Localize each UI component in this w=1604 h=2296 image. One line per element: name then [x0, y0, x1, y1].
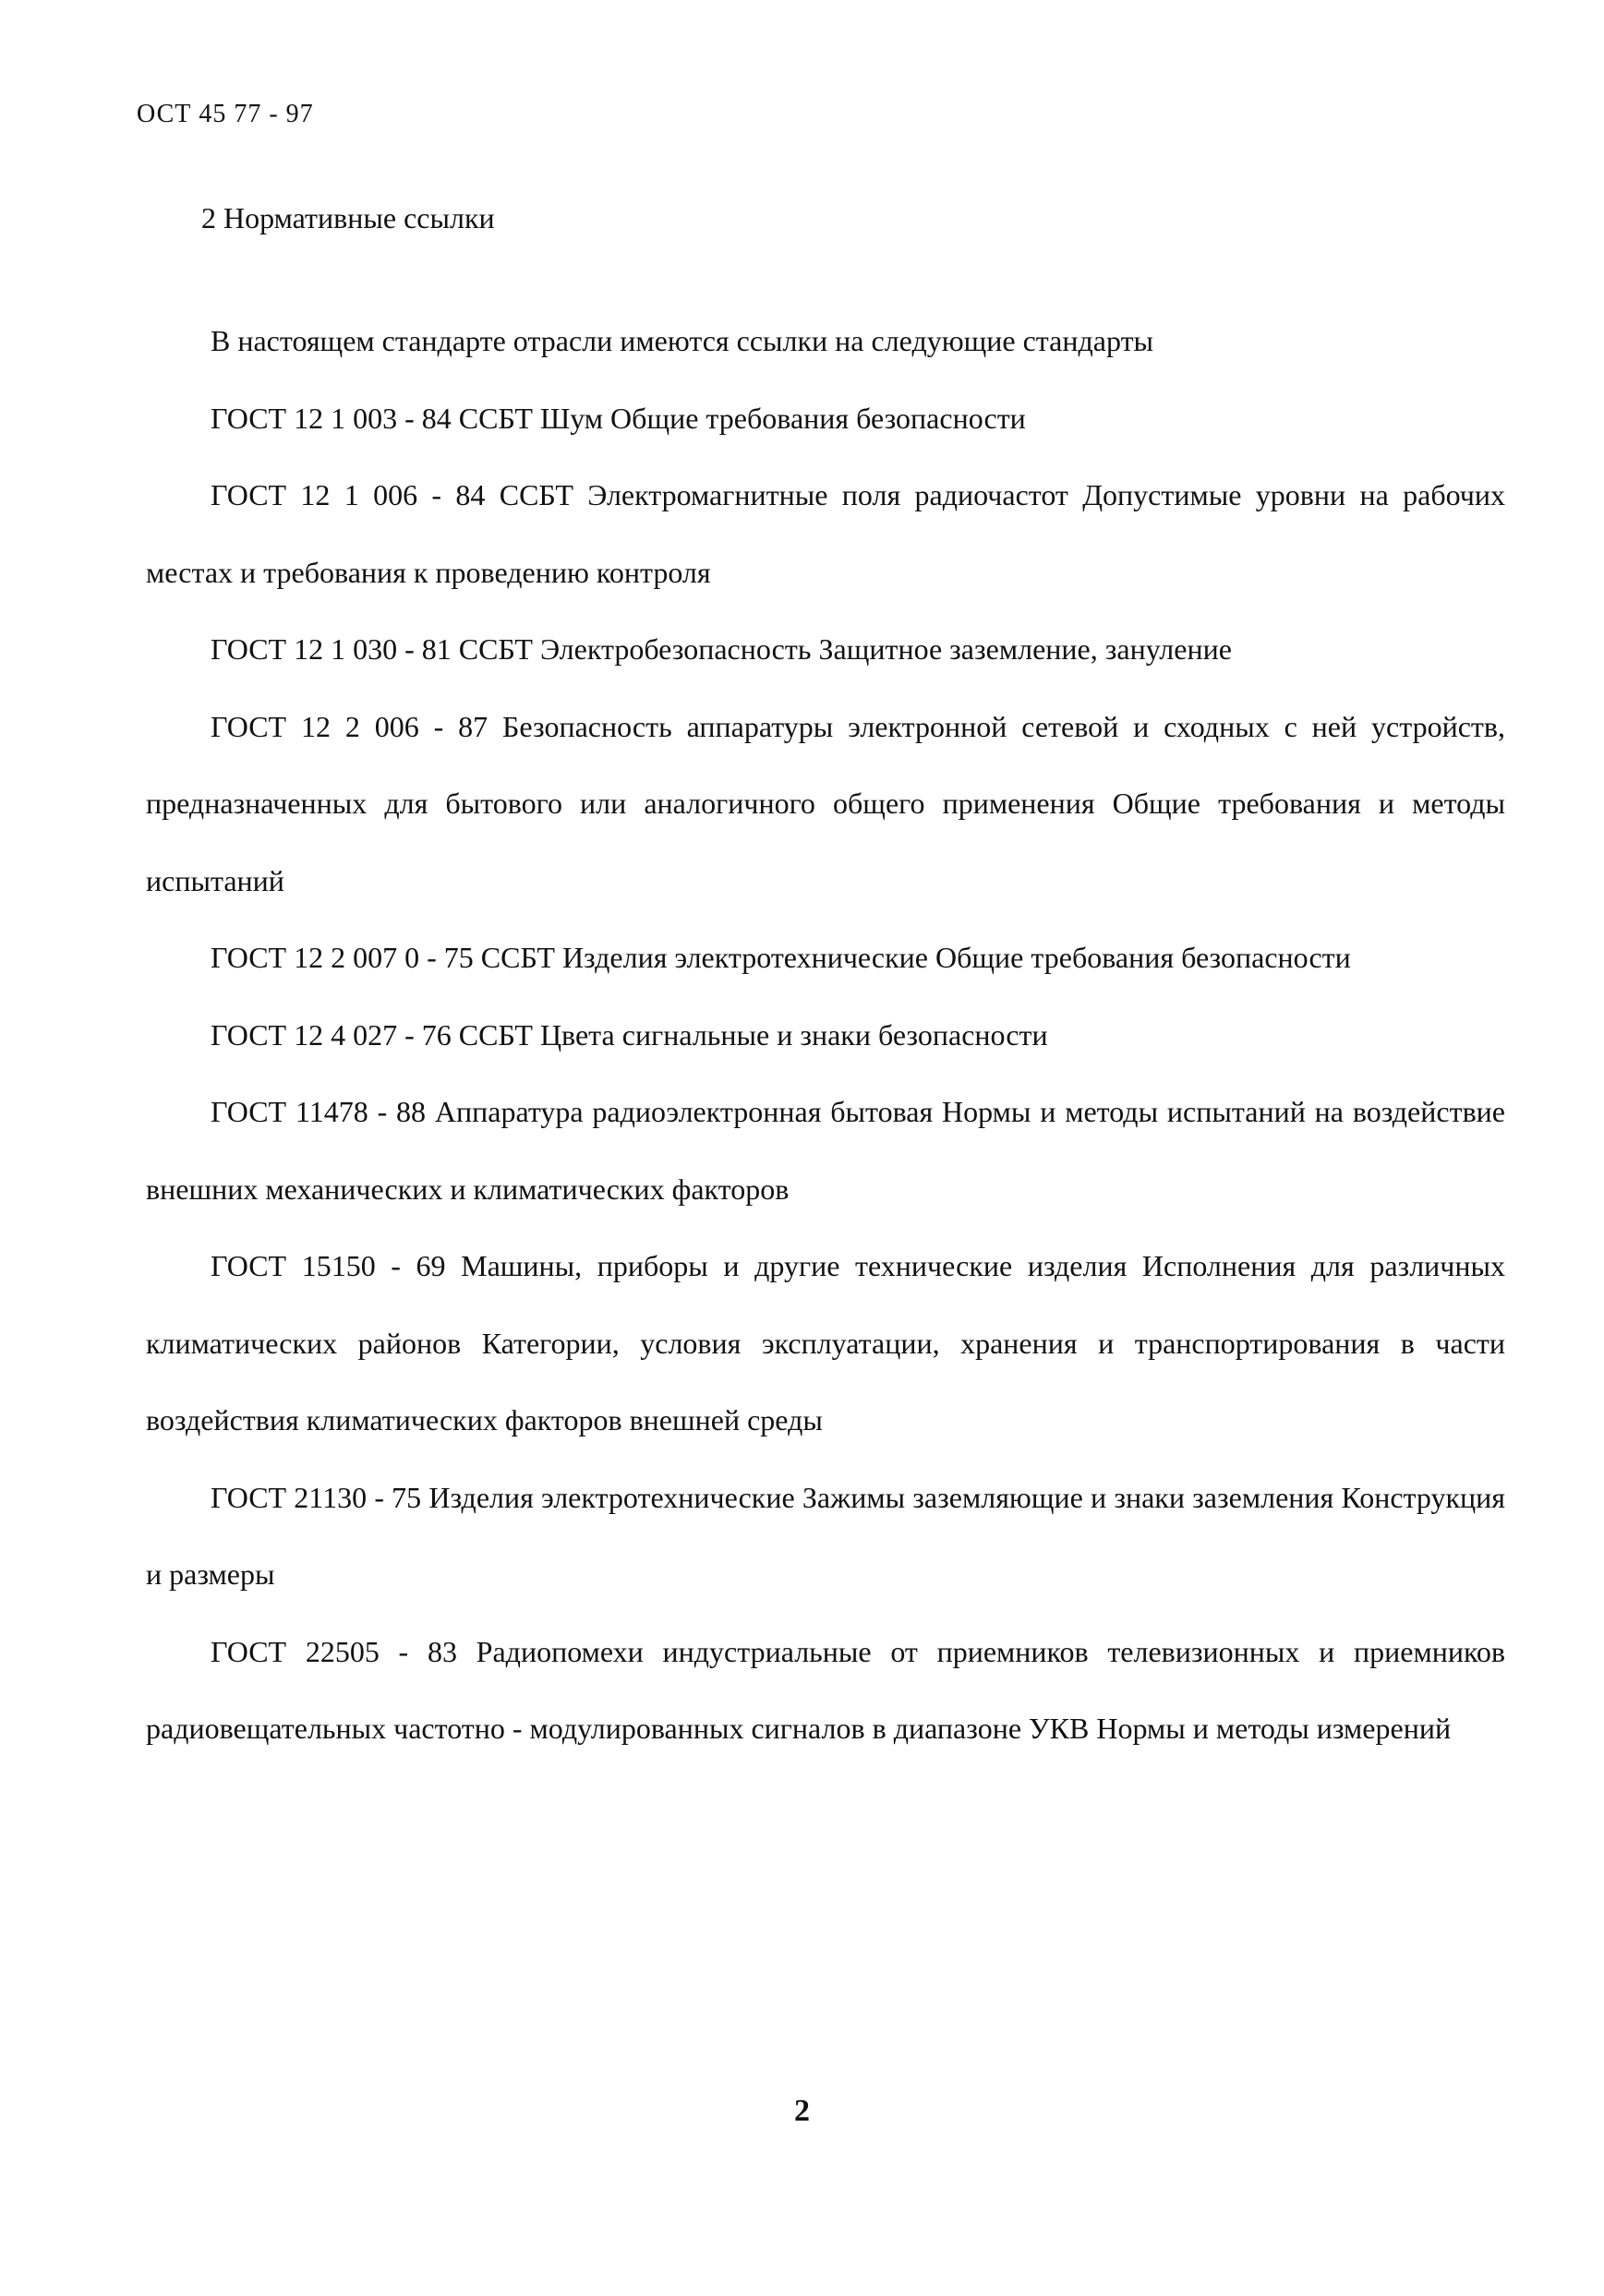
reference-gost-12-4-027: ГОСТ 12 4 027 - 76 ССБТ Цвета сигнальные и знаки безопасности [211, 1017, 1048, 1052]
reference-gost-11478: ГОСТ 11478 - 88 Аппаратура радиоэлектронная бытовая Нормы и методы испытаний на воздействие внешних механических и климатических факторов [146, 1095, 1505, 1206]
document-code: ОСТ 45 77 - 97 [137, 100, 314, 128]
reference-gost-21130: ГОСТ 21130 - 75 Изделия электротехнические Зажимы заземляющие и знаки заземления Конструкция и размеры [146, 1480, 1505, 1591]
references-body [146, 303, 1505, 1768]
section-title: 2 Нормативные ссылки [201, 201, 495, 234]
reference-gost-12-2-006: ГОСТ 12 2 006 - 87 Безопасность аппаратуры электронной сетевой и сходных с ней устройств, предназначенных для бытового или аналогичного общего применения Общие требования и методы испытаний [146, 709, 1505, 897]
reference-gost-12-1-006: ГОСТ 12 1 006 - 84 ССБТ Электромагнитные поля радиочастот Допустимые уровни на рабочих местах и требования к проведению контроля [146, 478, 1505, 589]
reference-gost-12-1-030: ГОСТ 12 1 030 - 81 ССБТ Электробезопасность Защитное заземление, зануление [211, 632, 1232, 666]
page-number: 2 [794, 2094, 810, 2128]
reference-gost-12-2-007: ГОСТ 12 2 007 0 - 75 ССБТ Изделия электротехнические Общие требования безопасности [211, 941, 1351, 974]
reference-gost-15150: ГОСТ 15150 - 69 Машины, приборы и другие технические изделия Исполнения для различных климатических районов Категории, условия эксплуатации, хранения и транспортирования в части воздействия климатических факторов внешней среды [146, 1249, 1505, 1437]
reference-gost-22505: ГОСТ 22505 - 83 Радиопомехи индустриальные от приемников телевизионных и приемников радиовещательных частотно - модулированных сигналов в диапазоне УКВ Нормы и методы измерений [146, 1634, 1505, 1745]
reference-gost-12-1-003: ГОСТ 12 1 003 - 84 ССБТ Шум Общие требования безопасности [211, 401, 1026, 435]
intro-paragraph: В настоящем стандарте отрасли имеются ссылки на следующие стандарты [211, 324, 1154, 357]
